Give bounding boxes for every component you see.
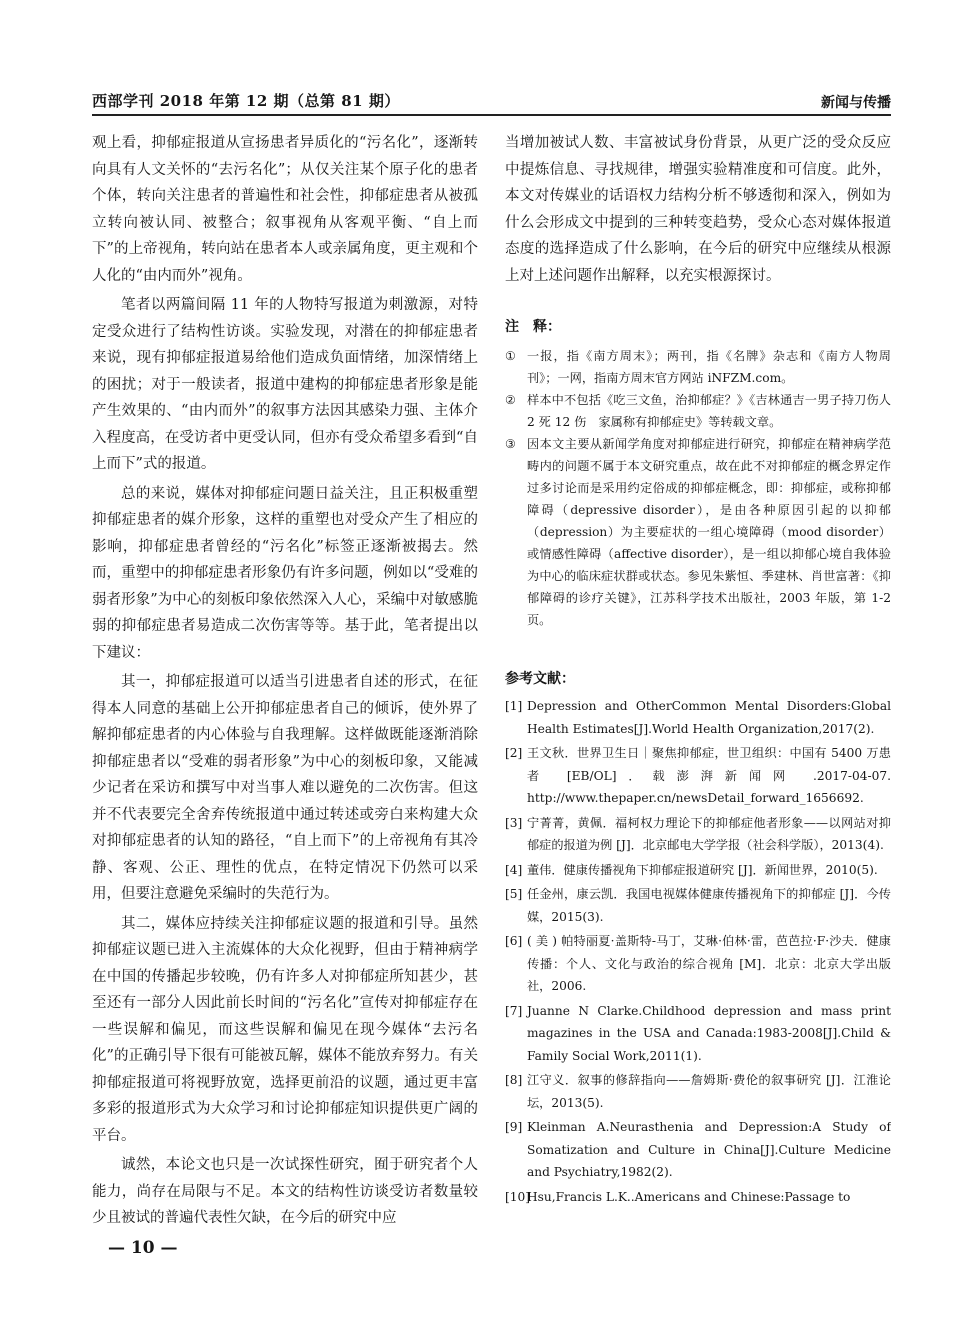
reference-text: 董伟．健康传播视角下抑郁症报道研究 [J]．新闻世界，2010(5). bbox=[527, 862, 878, 877]
reference-number: [9] bbox=[505, 1120, 523, 1134]
reference-number: [6] bbox=[505, 934, 523, 948]
body-paragraph: 其二，媒体应持续关注抑郁症议题的报道和引导。虽然抑郁症议题已进入主流媒体的大众化视野，但由于精神病学在中国的传播起步较晚，仍有许多人对抑郁症所知甚少，甚至还有一部分人因此前长时间的“污名化”宣传对抑郁症存在一些误解和偏见，而这些误解和偏见在现今媒体“去污名化”的正确引导下很有可能被瓦解，媒体不能放弃努力。有关抑郁症报道可将视野放宽，选择更前沿的议题，通过更丰富多彩的报道形式为大众学习和讨论抑郁症知识提供更广阔的平台。 bbox=[92, 915, 478, 1144]
note-item bbox=[505, 345, 891, 389]
reference-number: [5] bbox=[505, 887, 523, 901]
reference-item bbox=[505, 1069, 891, 1114]
reference-item bbox=[505, 1116, 891, 1184]
body-paragraph-continued: 当增加被试人数、丰富被试身份背景，从更广泛的受众反应中提炼信息、寻找规律，增强实验精准度和可信度。此外，本文对传媒业的话语权力结构分析不够透彻和深入，例如为什么会形成文中提到的三种转变趋势，受众心态对媒体报道态度的选择造成了什么影响，在今后的研究中应继续从根源上对上述问题作出解释，以充实根源探讨。 bbox=[505, 135, 891, 284]
note-text: 样本中不包括《吃三文鱼，治抑郁症？》《吉林通吉一男子持刀伤人 2 死 12 伤 家属称有抑郁症史》等转载文章。 bbox=[527, 393, 891, 429]
reference-item bbox=[505, 883, 891, 928]
notes-heading: 注 释： bbox=[505, 319, 561, 335]
reference-text: Kleinman A.Neurasthenia and Depression:A Study of Somatization and Culture in China[J].Culture Medicine and Psychiatry,1982(2). bbox=[527, 1120, 891, 1179]
reference-number: [1] bbox=[505, 699, 523, 713]
reference-number: [2] bbox=[505, 746, 523, 760]
note-marker: ② bbox=[505, 393, 516, 407]
reference-item bbox=[505, 695, 891, 740]
reference-text: Hsu,Francis L.K..Americans and Chinese:Passage to bbox=[527, 1189, 851, 1204]
note-item bbox=[505, 433, 891, 631]
reference-number: [3] bbox=[505, 815, 523, 830]
body-paragraph: 总的来说，媒体对抑郁症问题日益关注，且正积极重塑抑郁症患者的媒介形象，这样的重塑也对受众产生了相应的影响，抑郁症患者曾经的“污名化”标签正逐渐被揭去。然而，重塑中的抑郁症患者形象仍有许多问题，例如以“受难的弱者形象”为中心的刻板印象依然深入人心，采编中对敏感脆弱的抑郁症患者易造成二次伤害等等。基于此，笔者提出以下建议： bbox=[92, 485, 478, 661]
reference-text: 江守义．叙事的修辞指向——詹姆斯·费伦的叙事研究 [J]．江淮论坛，2013(5). bbox=[527, 1073, 891, 1110]
note-text: 因本文主要从新闻学角度对抑郁症进行研究，抑郁症在精神病学范畴内的问题不属于本文研究重点，故在此不对抑郁症的概念界定作过多讨论而是采用约定俗成的抑郁症概念，即：抑郁症，或称抑郁障碍（depressive disorder），是由各种原因引起的以抑郁（depression）为主要症状的一组心境障碍（mood disorder）或情感性障碍（affective disorder），是一组以抑郁心境自我体验为中心的临床症状群或状态。参见朱紫恒、季建林、肖世富著：《抑郁障碍的诊疗关键》，江苏科学技术出版社，2003 年版，第 1-2 页。 bbox=[527, 437, 891, 627]
reference-number: [8] bbox=[505, 1073, 523, 1087]
running-header bbox=[92, 88, 891, 112]
note-item bbox=[505, 389, 891, 433]
reference-number: [10] bbox=[505, 1189, 531, 1204]
reference-text: Juanne N Clarke.Childhood depression and mass print magazines in the USA and Canada:1983-2008[J].Child & Family Social Work,2011(1). bbox=[527, 1003, 891, 1063]
note-marker: ① bbox=[505, 349, 516, 363]
reference-text: 任金州，康云凯．我国电视媒体健康传播视角下的抑郁症 [J]．今传媒，2015(3). bbox=[527, 887, 891, 924]
reference-text: Depression and OtherCommon Mental Disorders:Global Health Estimates[J].World Health Organization,2017(2). bbox=[527, 699, 891, 736]
reference-item bbox=[505, 1000, 891, 1068]
reference-text: ( 美 ) 帕特丽夏·盖斯特-马丁，艾琳·伯林·雷，芭芭拉·F·沙夫．健康传播：个人、文化与政治的综合视角 [M]．北京：北京大学出版社，2006. bbox=[527, 934, 891, 993]
journal-issue-title: 西部学刊 2018 年第 12 期（总第 81 期） bbox=[92, 92, 400, 110]
body-paragraph: 笔者以两篇间隔 11 年的人物特写报道为刺激源，对特定受众进行了结构性访谈。实验发现，对潜在的抑郁症患者来说，现有抑郁症报道易给他们造成负面情绪，加深情绪上的困扰；对于一般读者，报道中建构的抑郁症患者形象是能产生效果的、“由内而外”的叙事方法因其感染力强、主体介入程度高，在受访者中更受认同，但亦有受众希望多看到“自上而下”式的报道。 bbox=[92, 297, 478, 472]
reference-item bbox=[505, 742, 891, 810]
left-column bbox=[92, 130, 478, 1240]
reference-item bbox=[505, 1186, 891, 1209]
body-paragraph: 诚然，本论文也只是一次试探性研究，囿于研究者个人能力，尚存在局限与不足。本文的结构性访谈受访者数量较少且被试的普遍代表性欠缺，在今后的研究中应 bbox=[92, 1157, 478, 1226]
body-paragraph: 观上看，抑郁症报道从宣扬患者异质化的“污名化”，逐渐转向具有人文关怀的“去污名化”；从仅关注某个原子化的患者个体，转向关注患者的普遍性和社会性，抑郁症患者从被孤立转向被认同、被整合；叙事视角从客观平衡、“自上而下”的上帝视角，转向站在患者本人或亲属角度，更主观和个人化的“由内而外”视角。 bbox=[92, 135, 478, 284]
page-number: — 10 — bbox=[108, 1238, 178, 1258]
header-rule bbox=[92, 114, 891, 116]
reference-number: [4] bbox=[505, 862, 523, 877]
reference-text: 宁菁菁，黄佩．福柯权力理论下的抑郁症他者形象——以网站对抑郁症的报道为例 [J]．北京邮电大学学报（社会科学版），2013(4). bbox=[527, 815, 891, 852]
reference-text: 王文秋．世界卫生日｜聚焦抑郁症，世卫组织：中国有 5400 万患者 [EB/OL]．载澎湃新闻网 .2017-04-07. http://www.thepaper.cn/newsDetail_forward_1656692. bbox=[527, 746, 891, 805]
reference-item bbox=[505, 812, 891, 857]
reference-item bbox=[505, 930, 891, 998]
body-paragraph: 其一，抑郁症报道可以适当引进患者自述的形式，在征得本人同意的基础上公开抑郁症患者自己的倾诉，使外界了解抑郁症患者的内心体验与自我理解。这样做既能逐渐消除抑郁症患者以“受难的弱者形象”为中心的刻板印象，又能减少记者在采访和撰写中对当事人难以避免的二次伤害。但这并不代表要完全舍弃传统报道中通过转述或旁白来构建大众对抑郁症患者的认知的路径，“自上而下”的上帝视角有其冷静、客观、公正、理性的优点，在特定情况下仍然可以采用，但要注意避免采编时的失范行为。 bbox=[92, 674, 478, 902]
reference-item bbox=[505, 859, 891, 882]
section-name: 新闻与传播 bbox=[821, 95, 891, 111]
right-column bbox=[505, 130, 891, 1225]
references-heading: 参考文献： bbox=[505, 671, 575, 687]
note-text: 一报，指《南方周末》；两刊，指《名牌》杂志和《南方人物周刊》；一网，指南方周末官方网站 iNFZM.com。 bbox=[527, 349, 891, 385]
reference-number: [7] bbox=[505, 1003, 523, 1018]
note-marker: ③ bbox=[505, 437, 516, 451]
